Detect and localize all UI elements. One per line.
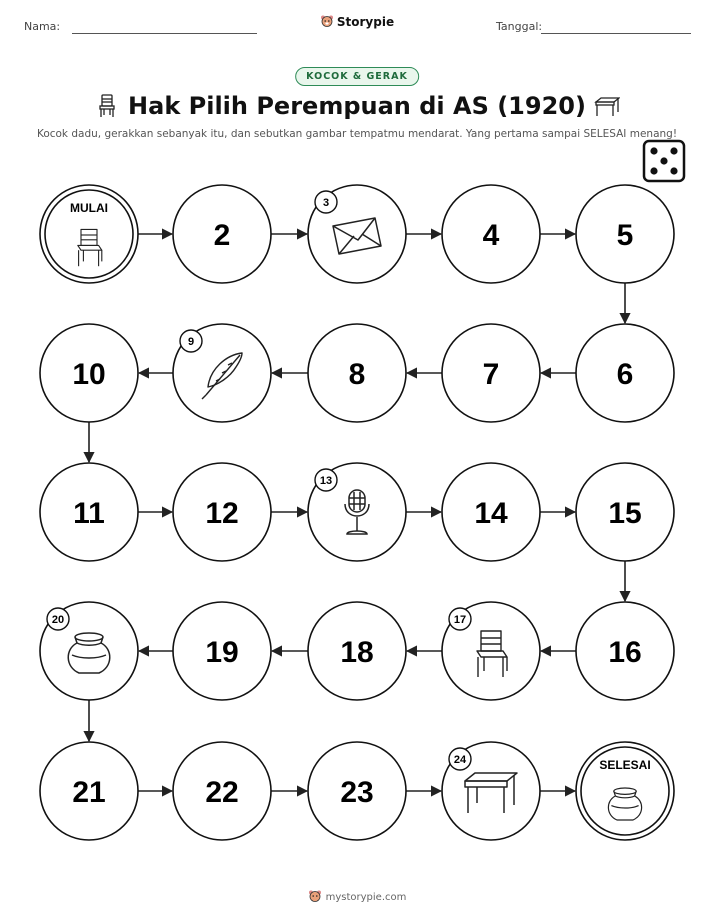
date-label: Tanggal: [496, 20, 543, 33]
space-number: 6 [616, 358, 634, 391]
board-space [442, 324, 540, 422]
board-space [40, 742, 138, 840]
board-space [40, 602, 138, 700]
footer-url: mystorypie.com [325, 892, 407, 903]
space-circle [576, 742, 674, 840]
title-text: Hak Pilih Perempuan di AS (1920) [128, 92, 586, 120]
board-space [308, 324, 406, 422]
board-space [576, 602, 674, 700]
space-number: 3 [322, 197, 330, 209]
space-number: 5 [616, 219, 634, 252]
board-spaces [40, 185, 674, 840]
space-number: 14 [474, 497, 508, 530]
board-space [576, 742, 674, 840]
board-space [442, 602, 540, 700]
board-space [308, 602, 406, 700]
space-number: 23 [340, 776, 374, 809]
board-space [173, 742, 271, 840]
name-label: Nama: [24, 20, 61, 33]
board-space [40, 324, 138, 422]
board-space [173, 324, 271, 422]
start-label: MULAI [70, 201, 108, 215]
space-number: 4 [482, 219, 500, 252]
footer [0, 889, 714, 903]
brand-name: Storypie [336, 15, 395, 29]
space-number: 17 [453, 614, 467, 626]
space-number: 24 [453, 754, 467, 766]
board-space [576, 463, 674, 561]
board-space [576, 185, 674, 283]
space-number: 13 [319, 475, 333, 487]
board-space [308, 463, 406, 561]
space-number: 7 [482, 358, 500, 391]
space-number: 9 [187, 336, 195, 348]
activity-badge: KOCOK & GERAK [295, 67, 419, 86]
board-space [40, 185, 138, 283]
space-number: 15 [608, 497, 642, 530]
board-space [173, 463, 271, 561]
board-space [173, 185, 271, 283]
space-circle [40, 185, 138, 283]
board-space [442, 185, 540, 283]
space-number: 16 [608, 636, 642, 669]
board-space [173, 602, 271, 700]
finish-label: SELESAI [599, 758, 651, 772]
instructions: Kocok dadu, gerakkan sebanyak itu, dan sebutkan gambar tempatmu mendarat. Yang pertama sampai SELESAI menang! [36, 128, 678, 140]
space-number: 2 [213, 219, 231, 252]
space-number: 20 [51, 614, 65, 626]
board-space [442, 742, 540, 840]
space-number: 11 [73, 497, 105, 530]
space-number: 10 [72, 358, 106, 391]
board-space [308, 742, 406, 840]
board-space [442, 463, 540, 561]
space-number: 21 [72, 776, 106, 809]
space-number: 12 [205, 497, 239, 530]
space-number: 8 [348, 358, 366, 391]
dice-icon [644, 141, 684, 181]
space-number: 18 [340, 636, 374, 669]
board-space [576, 324, 674, 422]
board-space [40, 463, 138, 561]
space-number: 19 [205, 636, 239, 669]
space-number: 22 [205, 776, 239, 809]
bear-logo-icon [308, 889, 322, 903]
board-space [308, 185, 406, 283]
